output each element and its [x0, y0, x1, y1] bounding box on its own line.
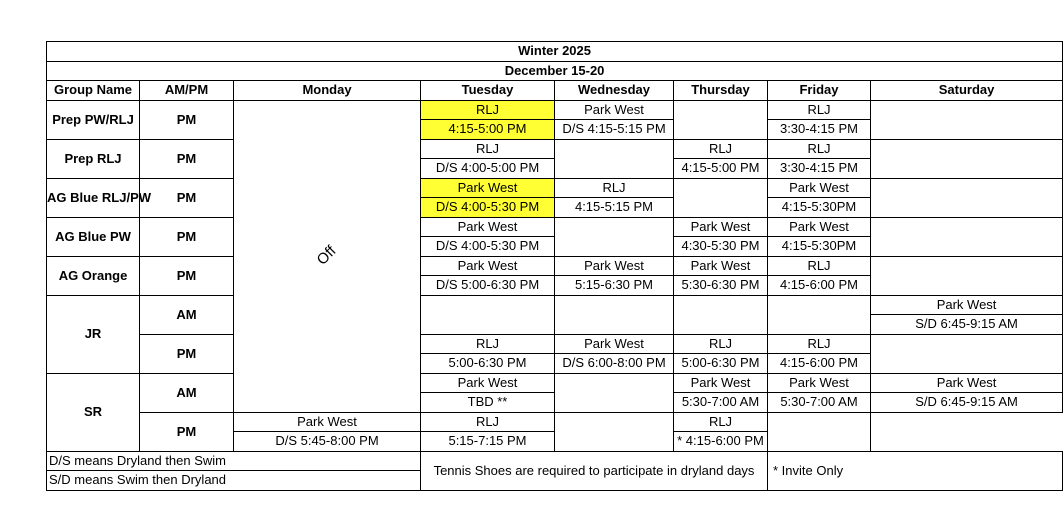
header-thursday: Thursday: [674, 81, 768, 101]
note-invite-only: * Invite Only: [768, 451, 1063, 490]
schedule-time: D/S 4:15-5:15 PM: [555, 120, 674, 140]
schedule-empty: [871, 334, 1063, 373]
group-ampm: PM: [140, 217, 234, 256]
table-row: [47, 295, 1063, 315]
schedule-time: 5:15-7:15 PM: [421, 432, 555, 452]
schedule-location: Park West: [871, 295, 1063, 315]
group-ampm: PM: [140, 412, 234, 451]
schedule-time: 4:30-5:30 PM: [674, 237, 768, 257]
header-row: [47, 81, 1063, 101]
schedule-location: RLJ: [421, 100, 555, 120]
schedule-location: Park West: [421, 373, 555, 393]
schedule-time: 3:30-4:15 PM: [768, 120, 871, 140]
schedule-time: 5:30-7:00 AM: [768, 393, 871, 413]
schedule-empty: [421, 295, 555, 334]
schedule-empty: [871, 139, 1063, 178]
schedule-title: Winter 2025: [47, 42, 1063, 62]
schedule-time: 4:15-6:00 PM: [768, 354, 871, 374]
schedule-empty: [674, 295, 768, 334]
schedule-location: Park West: [674, 256, 768, 276]
group-name: AG Blue PW: [47, 217, 140, 256]
monday-off-cell: [234, 100, 421, 412]
schedule-location: Park West: [768, 373, 871, 393]
schedule-empty: [871, 100, 1063, 139]
schedule-time: 4:15-5:00 PM: [421, 120, 555, 140]
group-ampm: PM: [140, 100, 234, 139]
group-ampm: PM: [140, 334, 234, 373]
notes-row: [47, 451, 1063, 471]
group-name: AG Blue RLJ/PW: [47, 178, 140, 217]
schedule-location: RLJ: [421, 139, 555, 159]
table-row: [47, 334, 1063, 354]
schedule-time: 5:00-6:30 PM: [674, 354, 768, 374]
header-ampm: AM/PM: [140, 81, 234, 101]
table-row: [47, 100, 1063, 120]
schedule-time: 3:30-4:15 PM: [768, 159, 871, 179]
schedule-time: 5:15-6:30 PM: [555, 276, 674, 296]
table-row: [47, 178, 1063, 198]
group-name: AG Orange: [47, 256, 140, 295]
schedule-location: RLJ: [555, 178, 674, 198]
schedule-empty: [555, 295, 674, 334]
monday-off-label: Off: [313, 242, 340, 269]
schedule-time: 5:30-7:00 AM: [674, 393, 768, 413]
schedule-time: * 4:15-6:00 PM: [674, 432, 768, 452]
schedule-location: Park West: [871, 373, 1063, 393]
schedule-location: RLJ: [768, 139, 871, 159]
schedule-time: 4:15-5:15 PM: [555, 198, 674, 218]
group-name: JR: [47, 295, 140, 373]
table-row: [47, 256, 1063, 276]
schedule-empty: [871, 178, 1063, 217]
header-saturday: Saturday: [871, 81, 1063, 101]
schedule-location: Park West: [421, 178, 555, 198]
schedule-empty: [871, 256, 1063, 295]
schedule-time: S/D 6:45-9:15 AM: [871, 315, 1063, 335]
group-name: Prep RLJ: [47, 139, 140, 178]
schedule-time: D/S 4:00-5:00 PM: [421, 159, 555, 179]
schedule-empty: [674, 178, 768, 217]
schedule-time: D/S 5:00-6:30 PM: [421, 276, 555, 296]
schedule-location: Park West: [421, 256, 555, 276]
schedule-location: Park West: [768, 217, 871, 237]
note-ds: D/S means Dryland then Swim: [47, 451, 421, 471]
schedule-table: [46, 41, 1063, 491]
schedule-time: 4:15-5:30PM: [768, 198, 871, 218]
group-ampm: AM: [140, 295, 234, 334]
note-tennis-shoes: Tennis Shoes are required to participate in dryland days: [421, 451, 768, 490]
schedule-empty: [555, 412, 674, 451]
schedule-location: RLJ: [674, 334, 768, 354]
schedule-time: D/S 4:00-5:30 PM: [421, 237, 555, 257]
schedule-time: S/D 6:45-9:15 AM: [871, 393, 1063, 413]
schedule-empty: [555, 217, 674, 256]
table-row: [47, 412, 1063, 432]
schedule-time: 5:00-6:30 PM: [421, 354, 555, 374]
schedule-location: Park West: [555, 256, 674, 276]
schedule-time: 4:15-5:00 PM: [674, 159, 768, 179]
schedule-location: Park West: [674, 373, 768, 393]
note-sd: S/D means Swim then Dryland: [47, 471, 421, 491]
table-row: [47, 373, 1063, 393]
schedule-date-range: December 15-20: [47, 61, 1063, 81]
schedule-location: Park West: [555, 334, 674, 354]
group-name: Prep PW/RLJ: [47, 100, 140, 139]
schedule-time: 5:30-6:30 PM: [674, 276, 768, 296]
schedule-location: Park West: [234, 412, 421, 432]
schedule-time: D/S 5:45-8:00 PM: [234, 432, 421, 452]
schedule-time: 4:15-5:30PM: [768, 237, 871, 257]
table-row: [47, 217, 1063, 237]
schedule-empty: [555, 373, 674, 412]
schedule-time: D/S 4:00-5:30 PM: [421, 198, 555, 218]
table-row: [47, 139, 1063, 159]
schedule-location: RLJ: [768, 256, 871, 276]
header-friday: Friday: [768, 81, 871, 101]
schedule-empty: [674, 100, 768, 139]
schedule-location: RLJ: [674, 412, 768, 432]
group-ampm: PM: [140, 178, 234, 217]
schedule-location: RLJ: [421, 412, 555, 432]
schedule-empty: [871, 217, 1063, 256]
schedule-empty: [768, 412, 871, 451]
schedule-time: TBD **: [421, 393, 555, 413]
schedule-location: Park West: [421, 217, 555, 237]
schedule-location: Park West: [768, 178, 871, 198]
schedule-location: Park West: [555, 100, 674, 120]
group-ampm: PM: [140, 139, 234, 178]
schedule-empty: [768, 295, 871, 334]
schedule-location: RLJ: [768, 334, 871, 354]
header-group-name: Group Name: [47, 81, 140, 101]
schedule-empty: [555, 139, 674, 178]
schedule-location: Park West: [674, 217, 768, 237]
schedule-time: D/S 6:00-8:00 PM: [555, 354, 674, 374]
header-monday: Monday: [234, 81, 421, 101]
group-ampm: AM: [140, 373, 234, 412]
header-tuesday: Tuesday: [421, 81, 555, 101]
header-wednesday: Wednesday: [555, 81, 674, 101]
group-ampm: PM: [140, 256, 234, 295]
schedule-time: 4:15-6:00 PM: [768, 276, 871, 296]
schedule-location: RLJ: [768, 100, 871, 120]
schedule-location: RLJ: [421, 334, 555, 354]
schedule-location: RLJ: [674, 139, 768, 159]
group-name: SR: [47, 373, 140, 451]
